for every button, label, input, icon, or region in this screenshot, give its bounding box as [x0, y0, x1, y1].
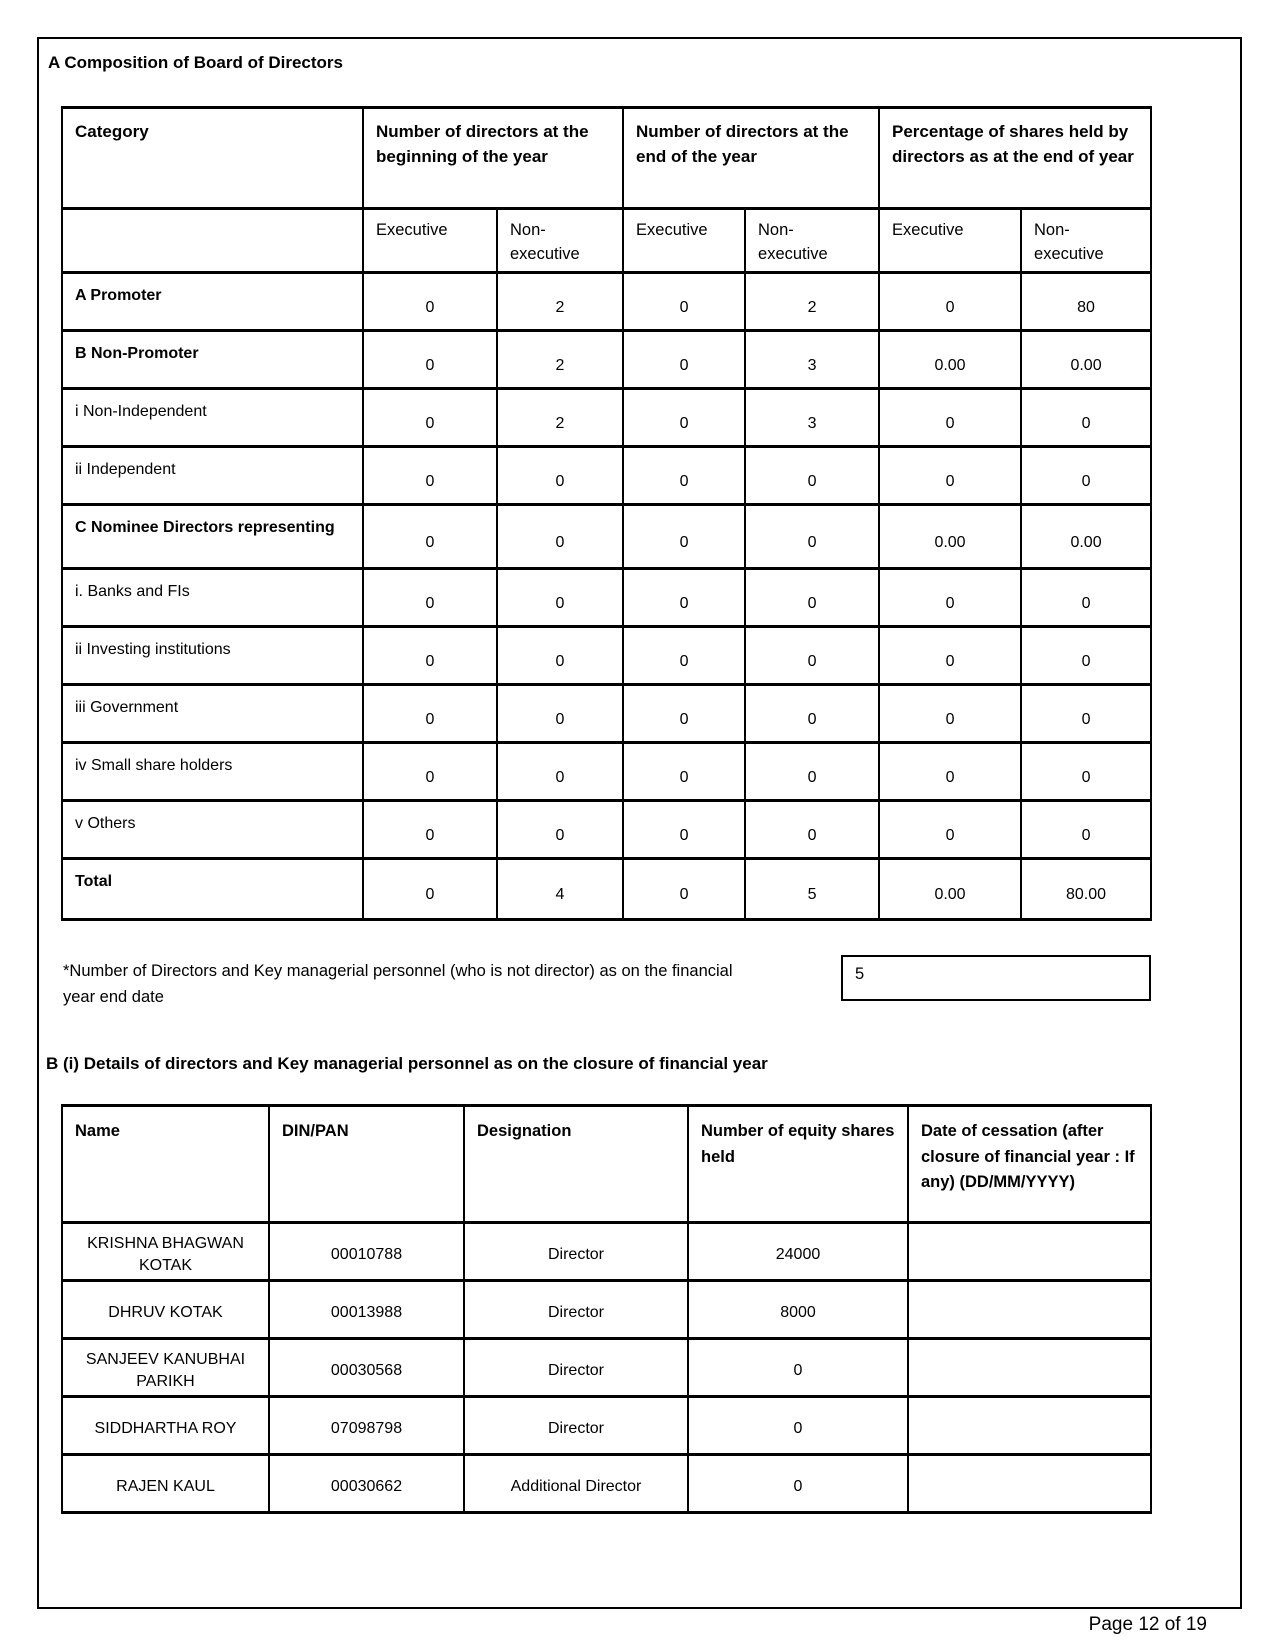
header-directors-end: Number of directors at the end of the year	[623, 108, 879, 209]
director-row	[62, 1397, 1151, 1455]
director-name-cell: KRISHNA BHAGWAN KOTAK	[62, 1223, 269, 1281]
value-cell: 0	[623, 569, 745, 627]
table-row	[62, 685, 1151, 743]
header-directors-beginning: Number of directors at the beginning of the year	[363, 108, 623, 209]
value-cell: 0	[497, 447, 623, 505]
category-label: v Others	[62, 801, 363, 859]
subheader-executive: Executive	[879, 209, 1021, 273]
director-name-cell: DHRUV KOTAK	[62, 1281, 269, 1339]
din-pan-cell: 00030662	[269, 1455, 464, 1513]
header-percentage-shares: Percentage of shares held by directors as at the end of year	[879, 108, 1151, 209]
director-row	[62, 1281, 1151, 1339]
value-cell: 0	[363, 627, 497, 685]
category-label: ii Independent	[62, 447, 363, 505]
value-cell: 0	[497, 505, 623, 569]
director-name-cell: RAJEN KAUL	[62, 1455, 269, 1513]
value-cell: 0	[745, 743, 879, 801]
section-a-title: A Composition of Board of Directors	[48, 53, 343, 72]
category-label: i. Banks and FIs	[62, 569, 363, 627]
value-cell: 0.00	[879, 859, 1021, 920]
table-row	[62, 627, 1151, 685]
designation-cell: Additional Director	[464, 1455, 688, 1513]
cessation-date-cell	[908, 1455, 1151, 1513]
value-cell: 0	[879, 569, 1021, 627]
category-label: ii Investing institutions	[62, 627, 363, 685]
directors-details-table	[61, 1104, 1152, 1514]
value-cell: 0.00	[879, 505, 1021, 569]
value-cell: 0	[745, 447, 879, 505]
header-equity-shares: Number of equity shares held	[688, 1106, 908, 1223]
value-cell: 0	[363, 569, 497, 627]
table-row	[62, 447, 1151, 505]
header-name: Name	[62, 1106, 269, 1223]
cessation-date-cell	[908, 1281, 1151, 1339]
equity-shares-cell: 24000	[688, 1223, 908, 1281]
designation-cell: Director	[464, 1397, 688, 1455]
value-cell: 0	[623, 389, 745, 447]
value-cell: 0.00	[1021, 505, 1151, 569]
kmp-count-value: 5	[855, 965, 865, 983]
kmp-count-note	[63, 955, 1151, 1010]
value-cell: 0	[879, 685, 1021, 743]
designation-cell: Director	[464, 1339, 688, 1397]
table-row	[62, 743, 1151, 801]
cessation-date-cell	[908, 1397, 1151, 1455]
value-cell: 0	[879, 273, 1021, 331]
table-row	[62, 801, 1151, 859]
value-cell: 0	[497, 685, 623, 743]
value-cell: 0	[745, 569, 879, 627]
value-cell: 2	[745, 273, 879, 331]
value-cell: 0.00	[879, 331, 1021, 389]
value-cell: 0	[879, 627, 1021, 685]
subheader-executive: Executive	[623, 209, 745, 273]
subheader-non-executive: Non-executive	[497, 209, 623, 273]
value-cell: 3	[745, 389, 879, 447]
value-cell: 0.00	[1021, 331, 1151, 389]
director-row	[62, 1223, 1151, 1281]
page-number: Page 12 of 19	[1088, 1614, 1207, 1635]
cessation-date-cell	[908, 1339, 1151, 1397]
value-cell: 4	[497, 859, 623, 920]
equity-shares-cell: 8000	[688, 1281, 908, 1339]
value-cell: 0	[623, 273, 745, 331]
value-cell: 0	[1021, 447, 1151, 505]
category-label: iv Small share holders	[62, 743, 363, 801]
value-cell: 0	[745, 505, 879, 569]
equity-shares-cell: 0	[688, 1339, 908, 1397]
value-cell: 0	[363, 389, 497, 447]
table-row	[62, 273, 1151, 331]
value-cell: 0	[879, 447, 1021, 505]
table-b-header-row	[62, 1106, 1151, 1223]
value-cell: 0	[1021, 569, 1151, 627]
value-cell: 80	[1021, 273, 1151, 331]
value-cell: 0	[745, 627, 879, 685]
value-cell: 2	[497, 331, 623, 389]
subheader-empty	[62, 209, 363, 273]
din-pan-cell: 00013988	[269, 1281, 464, 1339]
table-row	[62, 569, 1151, 627]
table-row	[62, 505, 1151, 569]
value-cell: 0	[623, 685, 745, 743]
value-cell: 0	[1021, 801, 1151, 859]
board-composition-table	[61, 106, 1152, 921]
value-cell: 0	[497, 801, 623, 859]
header-cessation-date: Date of cessation (after closure of financial year : If any) (DD/MM/YYYY)	[908, 1106, 1151, 1223]
value-cell: 0	[623, 331, 745, 389]
category-label: i Non-Independent	[62, 389, 363, 447]
category-label: B Non-Promoter	[62, 331, 363, 389]
table-a-subheader-row	[62, 209, 1151, 273]
value-cell: 0	[1021, 627, 1151, 685]
value-cell: 3	[745, 331, 879, 389]
subheader-executive: Executive	[363, 209, 497, 273]
value-cell: 0	[497, 569, 623, 627]
din-pan-cell: 00010788	[269, 1223, 464, 1281]
value-cell: 0	[1021, 389, 1151, 447]
value-cell: 0	[363, 331, 497, 389]
table-row	[62, 331, 1151, 389]
subheader-non-executive: Non-executive	[1021, 209, 1151, 273]
value-cell: 5	[745, 859, 879, 920]
kmp-count-value-box	[841, 955, 1151, 1001]
director-name-cell: SANJEEV KANUBHAI PARIKH	[62, 1339, 269, 1397]
value-cell: 0	[623, 447, 745, 505]
header-designation: Designation	[464, 1106, 688, 1223]
kmp-count-note-label: *Number of Directors and Key managerial personnel (who is not director) as on the financial year end date	[63, 962, 733, 1006]
din-pan-cell: 00030568	[269, 1339, 464, 1397]
value-cell: 80.00	[1021, 859, 1151, 920]
value-cell: 0	[745, 685, 879, 743]
value-cell: 0	[363, 505, 497, 569]
value-cell: 0	[623, 859, 745, 920]
value-cell: 0	[497, 627, 623, 685]
category-label: A Promoter	[62, 273, 363, 331]
value-cell: 0	[623, 743, 745, 801]
value-cell: 0	[363, 685, 497, 743]
cessation-date-cell	[908, 1223, 1151, 1281]
table-row-total	[62, 859, 1151, 920]
value-cell: 0	[879, 801, 1021, 859]
equity-shares-cell: 0	[688, 1455, 908, 1513]
value-cell: 0	[623, 505, 745, 569]
value-cell: 0	[879, 743, 1021, 801]
value-cell: 0	[363, 273, 497, 331]
director-row	[62, 1455, 1151, 1513]
value-cell: 0	[363, 447, 497, 505]
category-label: C Nominee Directors representing	[62, 505, 363, 569]
designation-cell: Director	[464, 1281, 688, 1339]
value-cell: 0	[1021, 743, 1151, 801]
header-category: Category	[62, 108, 363, 209]
value-cell: 0	[363, 859, 497, 920]
section-b-title: B (i) Details of directors and Key managerial personnel as on the closure of financial year	[46, 1054, 768, 1074]
designation-cell: Director	[464, 1223, 688, 1281]
director-row	[62, 1339, 1151, 1397]
page-border	[37, 37, 1242, 1609]
value-cell: 0	[363, 743, 497, 801]
subheader-non-executive: Non-executive	[745, 209, 879, 273]
value-cell: 0	[1021, 685, 1151, 743]
header-din-pan: DIN/PAN	[269, 1106, 464, 1223]
value-cell: 0	[623, 801, 745, 859]
din-pan-cell: 07098798	[269, 1397, 464, 1455]
equity-shares-cell: 0	[688, 1397, 908, 1455]
value-cell: 0	[745, 801, 879, 859]
value-cell: 0	[623, 627, 745, 685]
value-cell: 0	[497, 743, 623, 801]
value-cell: 0	[879, 389, 1021, 447]
director-name-cell: SIDDHARTHA ROY	[62, 1397, 269, 1455]
category-label: Total	[62, 859, 363, 920]
value-cell: 2	[497, 389, 623, 447]
table-a-header-row	[62, 108, 1151, 209]
value-cell: 2	[497, 273, 623, 331]
category-label: iii Government	[62, 685, 363, 743]
table-row	[62, 389, 1151, 447]
value-cell: 0	[363, 801, 497, 859]
